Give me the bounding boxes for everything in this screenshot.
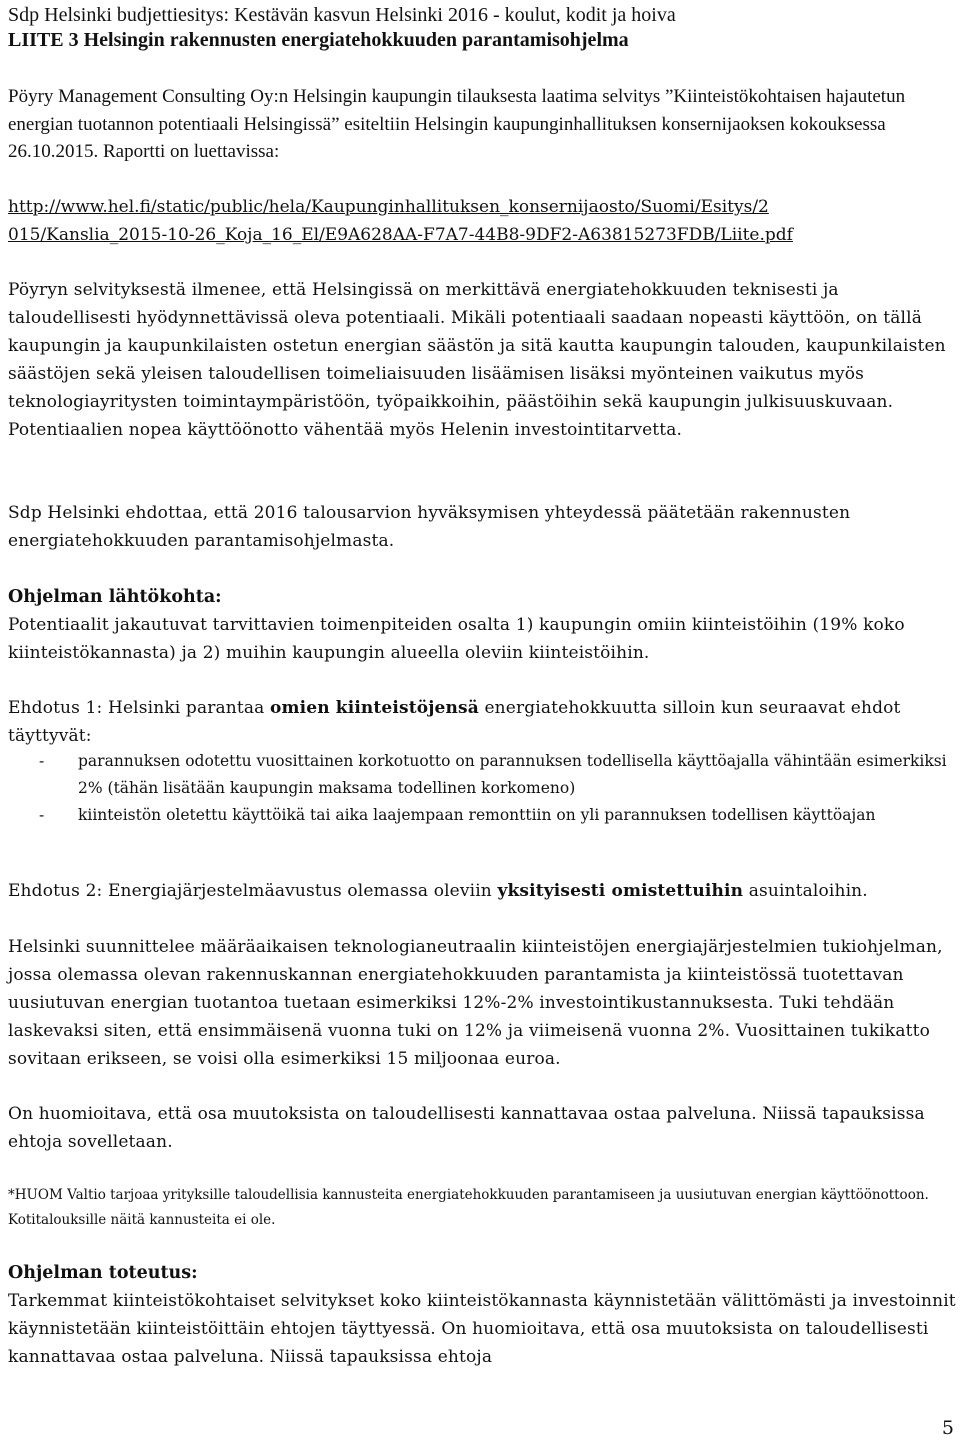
proposal-summary: Sdp Helsinki ehdottaa, että 2016 talousarvion hyväksymisen yhteydessä päätetään rakennusten energiatehokkuuden parantamisohjelmasta. (8, 503, 851, 551)
list-item: - kiinteistön oletettu käyttöikä tai aika laajempaan remonttiin on yli parannuksen todellisen käyttöajan (39, 806, 876, 824)
proposal-2-emphasis: yksityisesti omistettuihin (497, 881, 744, 901)
proposal-2: Ehdotus 2: Energiajärjestelmäavustus olemassa oleviin yksityisesti omistettuihin asuintaloihin. (8, 881, 868, 901)
report-link-line-1[interactable]: http://www.hel.fi/static/public/hela/Kaupunginhallituksen_konsernijaosto/Suomi/Esitys/2 (8, 197, 769, 217)
proposal-1-emphasis: omien kiinteistöjensä (270, 698, 479, 718)
header-title: Sdp Helsinki budjettiesitys: Kestävän kasvun Helsinki 2016 - koulut, kodit ja hoiva (8, 4, 676, 26)
section-heading-starting-point: Ohjelman lähtökohta: (8, 587, 222, 607)
starting-point-text: Potentiaalit jakautuvat tarvittavien toimenpiteiden osalta 1) kaupungin omiin kiinteistöihin (19% koko kiinteistökannasta) ja 2) muihin kaupungin alueella oleviin kiinteistöihin. (8, 615, 905, 663)
section-heading-implementation: Ohjelman toteutus: (8, 1263, 198, 1283)
proposal-2-body: Helsinki suunnittelee määräaikaisen teknologianeutraalin kiinteistöjen energiajärjestelmien tukiohjelman, jossa olemassa olevan rakennuskannan energiatehokkuuden parantamista ja kiinteistössä tuotettavan uusiutuvan energian tuotantoa tuetaan esimerkiksi 12%-2% investointikustannuksesta. Tuki tehdään laskevaksi siten, että ensimmäisenä vuonna tuki on 12% ja viimeisenä vuonna 2%. Vuosittainen tukikatto sovitaan erikseen, se voisi olla esimerkiksi 15 miljoonaa euroa. (8, 937, 943, 1069)
proposal-1: Ehdotus 1: Helsinki parantaa omien kiinteistöjensä energiatehokkuutta silloin kun seuraavat ehdot täyttyvät: (8, 698, 901, 746)
proposal-1-conditions (8, 748, 956, 829)
page-number: 5 (941, 1417, 954, 1439)
list-item: - parannuksen odotettu vuosittainen korkotuotto on parannuksen todellisella käyttöajalla vähintään esimerkiksi 2% (tähän lisätään kaupungin maksama todellinen korkomeno) (39, 752, 947, 797)
proposal-2-note: On huomioitava, että osa muutoksista on taloudellisesti kannattavaa ostaa palveluna. Niissä tapauksissa ehtoja sovelletaan. (8, 1104, 925, 1152)
intro-paragraph: Pöyry Management Consulting Oy:n Helsingin kaupungin tilauksesta laatima selvitys ”Kiinteistökohtaisen hajautetun energian tuotannon potentiaali Helsingissä” esiteltiin Helsingin kaupunginhallituksen konsernijaoksen kokouksessa 26.10.2015. Raportti on luettavissa: (8, 86, 906, 162)
footnote: *HUOM Valtio tarjoaa yrityksille taloudellisia kannusteita energiatehokkuuden parantamiseen ja uusiutuvan energian käyttöönottoon. Kotitalouksille näitä kannusteita ei ole. (8, 1187, 929, 1228)
report-link-line-2[interactable]: 015/Kanslia_2015-10-26_Koja_16_El/E9A628AA-F7A7-44B8-9DF2-A63815273FDB/Liite.pdf (8, 225, 793, 245)
implementation-text: Tarkemmat kiinteistökohtaiset selvitykset koko kiinteistökannasta käynnistetään välittömästi ja investoinnit käynnistetään kiinteistöittäin ehtojen täyttyessä. On huomioitava, että osa muutoksista on taloudellisesti kannattavaa ostaa palveluna. Niissä tapauksissa ehtoja (8, 1291, 956, 1367)
findings-paragraph: Pöyryn selvityksestä ilmenee, että Helsingissä on merkittävä energiatehokkuuden teknisesti ja taloudellisesti hyödynnettävissä oleva potentiaali. Mikäli potentiaali saadaan nopeasti käyttöön, on tällä kaupungin ja kaupunkilaisten ostetun energian säästön ja sitä kautta kaupungin talouden, kaupunkilaisten säästöjen sekä yleisen taloudellisen toimeliaisuuden lisäämisen lisäksi myönteinen vaikutus myös teknologiayritysten toimintaympäristöön, työpaikkoihin, päästöihin sekä kaupungin julkisuuskuvaan. Potentiaalien nopea käyttöönotto vähentää myös Helenin investointitarvetta. (8, 280, 946, 440)
report-link[interactable] (8, 193, 958, 249)
appendix-title: LIITE 3 Helsingin rakennusten energiatehokkuuden parantamisohjelma (8, 29, 629, 51)
